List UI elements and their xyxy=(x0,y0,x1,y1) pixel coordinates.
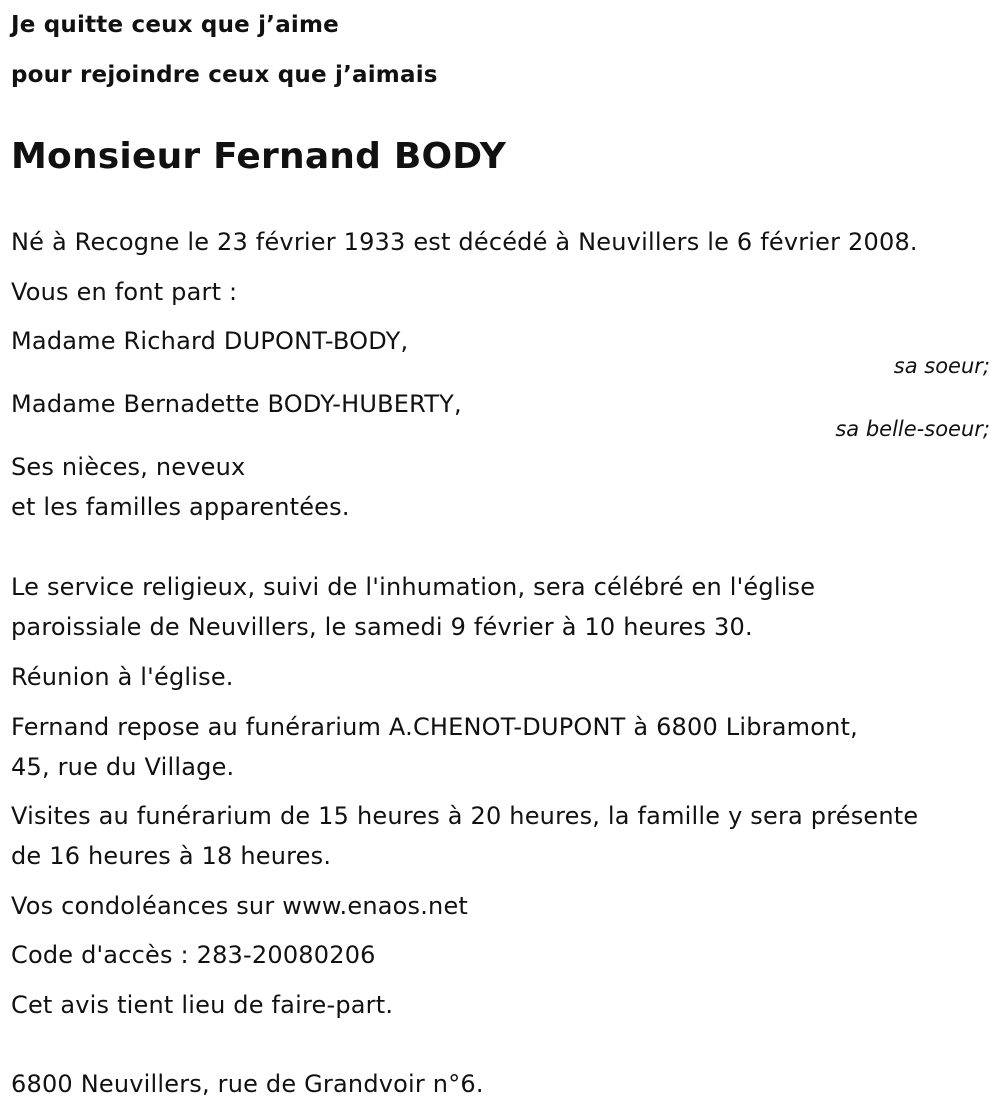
rest-location-line-2: 45, rue du Village. xyxy=(11,753,235,781)
epigraph-line-2: pour rejoindre ceux que j’aimais xyxy=(11,62,438,88)
meeting-place: Réunion à l'église. xyxy=(11,663,234,691)
access-code: Code d'accès : 283-20080206 xyxy=(11,941,376,969)
deceased-name: Monsieur Fernand BODY xyxy=(11,136,507,177)
relative-relation: sa soeur; xyxy=(893,354,990,378)
visits-line-1: Visites au funérarium de 15 heures à 20 heures, la famille y sera présente xyxy=(11,802,919,830)
announcement-intro: Vous en font part : xyxy=(11,278,238,306)
epigraph-line-1: Je quitte ceux que j’aime xyxy=(11,12,339,38)
rest-location-line-1: Fernand repose au funérarium A.CHENOT-DUPONT à 6800 Libramont, xyxy=(11,713,858,741)
service-line-1: Le service religieux, suivi de l'inhumation, sera célébré en l'église xyxy=(11,573,816,601)
service-line-2: paroissiale de Neuvillers, le samedi 9 février à 10 heures 30. xyxy=(11,613,753,641)
family-address: 6800 Neuvillers, rue de Grandvoir n°6. xyxy=(11,1070,484,1098)
visits-line-2: de 16 heures à 18 heures. xyxy=(11,842,332,870)
others-line-1: Ses nièces, neveux xyxy=(11,453,246,481)
relative-name: Madame Bernadette BODY-HUBERTY, xyxy=(11,390,462,418)
condolences-website: Vos condoléances sur www.enaos.net xyxy=(11,892,469,920)
notice-statement: Cet avis tient lieu de faire-part. xyxy=(11,991,394,1019)
birth-death-statement: Né à Recogne le 23 février 1933 est décédé à Neuvillers le 6 février 2008. xyxy=(11,228,918,256)
relative-relation: sa belle-soeur; xyxy=(835,417,990,441)
relative-name: Madame Richard DUPONT-BODY, xyxy=(11,327,409,355)
others-line-2: et les familles apparentées. xyxy=(11,493,350,521)
